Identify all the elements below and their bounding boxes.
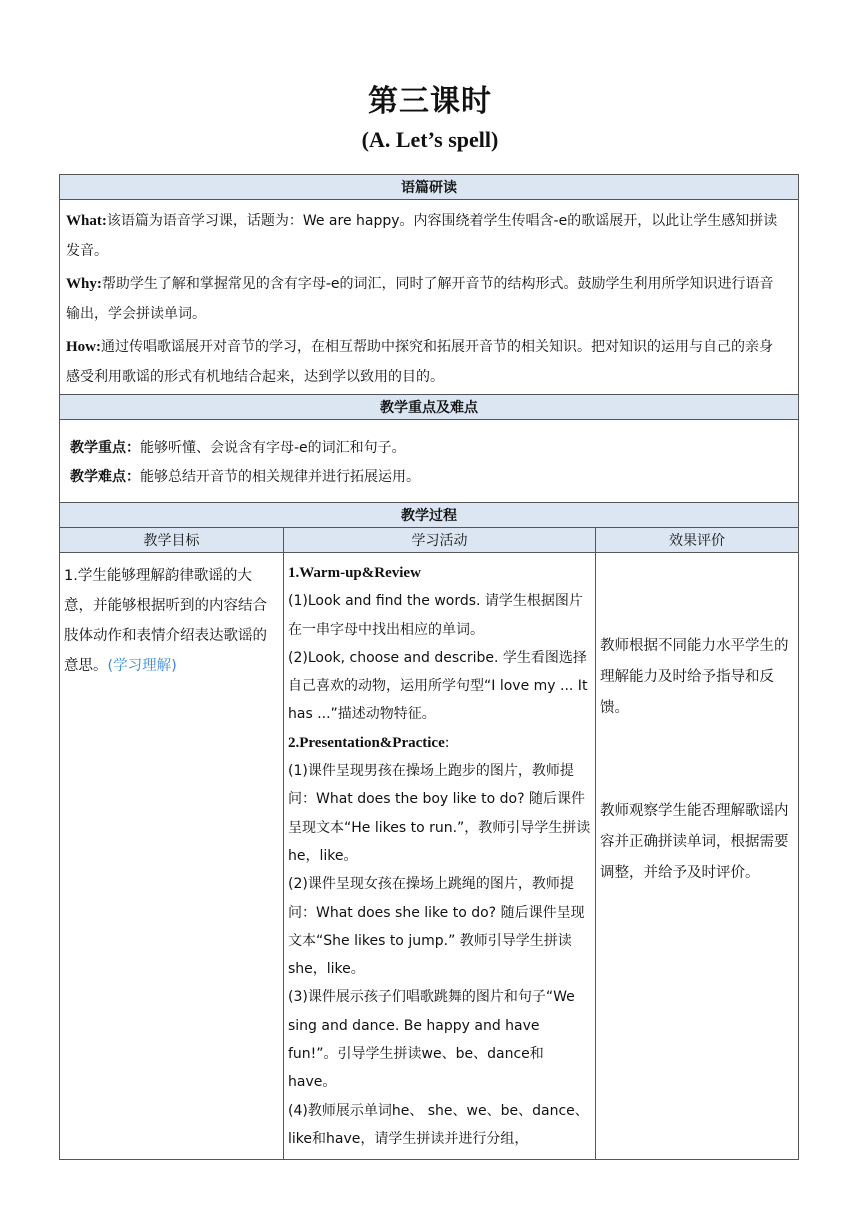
presentation-step-2: (2)课件呈现女孩在操场上跳绳的图片，教师提问：What does she like to do? 随后课件呈现文本“She likes to jump.” 教师引导学生拼读she，like。 [288,876,585,978]
column-header-activity: 学习活动 [284,528,596,553]
page-subtitle: (A. Let’s spell) [361,127,499,152]
warmup-step-1: (1)Look and find the words. 请学生根据图片在一串字母中找出相应的单词。 [288,593,583,638]
presentation-step-4: (4)教师展示单词he、 she、we、be、dance、like和have，请学生拼读并进行分组， [288,1102,589,1147]
key-points-content [60,420,799,503]
what-paragraph [66,206,784,266]
activity-cell [284,553,596,1160]
evaluation-text-2: 教师观察学生能否理解歌谣内容并正确拼读单词，根据需要调整，并给予及时评价。 [600,803,789,881]
column-header-goal: 教学目标 [60,528,284,553]
section-header-teaching-process: 教学过程 [60,503,799,528]
how-paragraph [66,332,784,392]
goal-tag: (学习理解) [107,658,177,674]
presentation-step-1: (1)课件呈现男孩在操场上跑步的图片，教师提问：What does the boy like to do? 随后课件呈现文本“He likes to run.”，教师引导学生拼读he，like。 [288,763,591,864]
section-header-text-study: 语篇研读 [60,175,799,200]
evaluation-text-1: 教师根据不同能力水平学生的理解能力及时给予指导和反馈。 [600,638,789,716]
text-study-content [60,200,799,395]
how-label: How: [66,339,101,355]
difficulty-text: 能够总结开音节的相关规律并进行拓展运用。 [140,469,420,485]
lesson-plan-table [59,174,799,1160]
what-label: What: [66,213,107,229]
presentation-heading: 2.Presentation&Practice: [288,734,450,751]
evaluation-cell [596,553,799,1160]
goal-cell [60,553,284,1160]
why-paragraph [66,269,784,329]
why-label: Why: [66,276,102,292]
presentation-step-3: (3)课件展示孩子们唱歌跳舞的图片和句子“We sing and dance. Be happy and have fun!”。引导学生拼读we、be、dance和have。 [288,989,575,1091]
goal-text: 1.学生能够理解韵律歌谣的大意，并能够根据听到的内容结合肢体动作和表情介绍表达歌谣的意思。(学习理解) [64,568,267,674]
how-text: 通过传唱歌谣展开对音节的学习，在相互帮助中探究和拓展开音节的相关知识。把对知识的运用与自己的亲身感受利用歌谣的形式有机地结合起来，达到学以致用的目的。 [66,339,773,385]
why-text: 帮助学生了解和掌握常见的含有字母-e的词汇，同时了解开音节的结构形式。鼓励学生利用所学知识进行语音输出，学会拼读单词。 [66,276,774,322]
section-header-key-points: 教学重点及难点 [60,395,799,420]
page-title: 第三课时 [368,84,492,119]
focus-label: 教学重点： [70,440,140,456]
difficulty-line [70,463,788,492]
focus-line [70,434,788,463]
focus-text: 能够听懂、会说含有字母-e的词汇和句子。 [140,440,406,456]
difficulty-label: 教学难点： [70,469,140,485]
warmup-step-2: (2)Look, choose and describe. 学生看图选择自己喜欢的动物，运用所学句型“I love my ... It has ...”描述动物特征。 [288,649,588,723]
column-header-evaluation: 效果评价 [596,528,799,553]
warmup-heading: 1.Warm-up&Review [288,565,421,581]
what-text: 该语篇为语音学习课，话题为：We are happy。内容围绕着学生传唱含-e的歌谣展开，以此让学生感知拼读发音。 [66,213,778,259]
